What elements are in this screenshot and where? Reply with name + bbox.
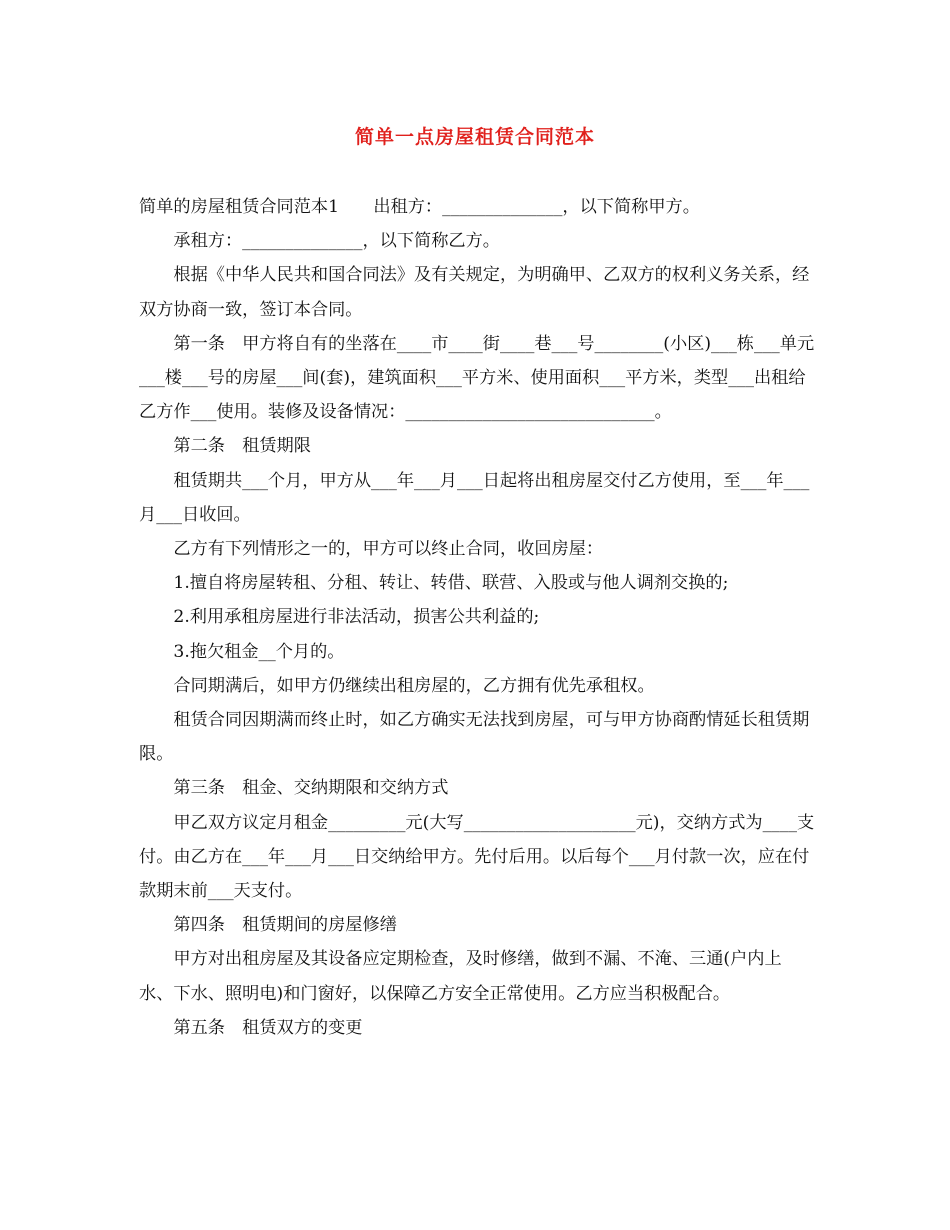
heading-article-3: 第三条 租金、交纳期限和交纳方式 (173, 778, 449, 799)
paragraph-term: 租赁期共___个月，甲方从___年___月___日起将出租房屋交付乙方使用，至___年___月___日收回。 (139, 470, 810, 525)
paragraph-priority: 合同期满后，如甲方仍继续出租房屋的，乙方拥有优先承租权。 (173, 675, 655, 696)
heading-article-2: 第二条 租赁期限 (173, 436, 311, 457)
document-title: 简单一点房屋租赁合同范本 (354, 126, 595, 148)
paragraph-repairs: 甲方对出租房屋及其设备应定期检查，及时修缮，做到不漏、不淹、三通(户内上水、下水、照明电)和门窗好，以保障乙方安全正常使用。乙方应当积极配合。 (139, 949, 782, 1004)
paragraph-basis: 根据《中华人民共和国合同法》及有关规定，为明确甲、乙双方的权利义务关系，经双方协商一致，签订本合同。 (139, 265, 810, 320)
paragraph-article-1: 第一条 甲方将自有的坐落在____市____街____巷___号________(小区)___栋___单元___楼___号的房屋___间(套)，建筑面积___平方米、使用面积___平方米，类型___出租给乙方作___使用。装修及设备情况：_____________________________。 (139, 333, 815, 423)
paragraph-rent: 甲乙双方议定月租金_________元(大写____________________元)，交纳方式为____支付。由乙方在___年___月___日交纳给甲方。先付后用。以后每个___月付款一次，应在付款期末前___天支付。 (139, 812, 815, 902)
heading-article-5: 第五条 租赁双方的变更 (173, 1017, 363, 1038)
document-body (139, 190, 815, 1045)
heading-article-4: 第四条 租赁期间的房屋修缮 (173, 915, 397, 936)
paragraph-termination: 乙方有下列情形之一的，甲方可以终止合同，收回房屋： (173, 539, 604, 560)
list-item: 3.拖欠租金__个月的。 (173, 641, 345, 662)
list-item: 1.擅自将房屋转租、分租、转让、转借、联营、入股或与他人调剂交换的; (173, 573, 729, 594)
list-item: 2.利用承租房屋进行非法活动，损害公共利益的; (173, 607, 540, 628)
paragraph-lessee: 承租方：______________，以下简称乙方。 (173, 231, 500, 252)
paragraph-extension: 租赁合同因期满而终止时，如乙方确实无法找到房屋，可与甲方协商酌情延长租赁期限。 (139, 710, 810, 765)
paragraph-intro: 简单的房屋租赁合同范本1 出租方：______________，以下简称甲方。 (139, 197, 700, 217)
